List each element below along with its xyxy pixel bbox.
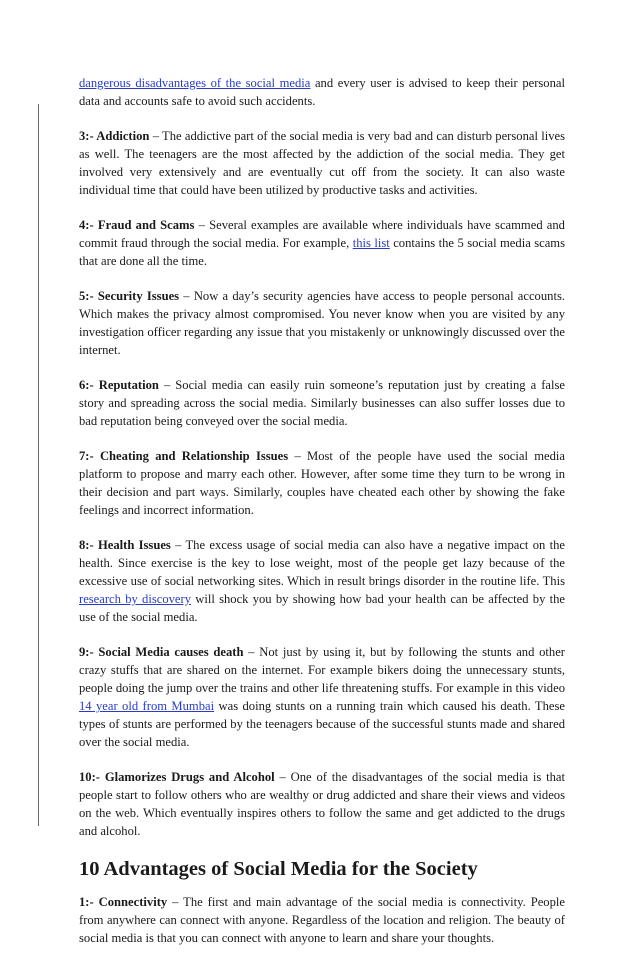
intro-paragraph: [79, 74, 565, 110]
item-lead: 9:- Social Media causes death: [79, 645, 244, 659]
intro-text: and every user is advised to keep their personal data and accounts safe to avoid such accidents.: [79, 76, 565, 108]
item-connectivity: [79, 893, 565, 947]
research-by-discovery-link[interactable]: research by discovery: [79, 592, 191, 606]
item-lead: 8:- Health Issues: [79, 538, 171, 552]
item-text: contains the 5 social media scams that are done all the time.: [79, 236, 565, 268]
item-text: Now a day’s security agencies have access to people personal accounts. Which makes the privacy almost compromised. You never know when you are visited by any investigation officer regarding any issue that you mistakenly or unknowingly discussed over the internet.: [79, 289, 565, 357]
margin-change-bar: [38, 104, 39, 826]
mumbai-video-link[interactable]: 14 year old from Mumbai: [79, 699, 215, 713]
item-text: Several examples are available where individuals have scammed and commit fraud through the social media. For example,: [79, 218, 565, 250]
item-cheating-relationship: [79, 447, 565, 519]
item-text: will shock you by showing how bad your health can be affected by the use of the social media.: [79, 592, 565, 624]
item-separator: –: [194, 218, 210, 232]
section-heading: 10 Advantages of Social Media for the Society: [79, 858, 478, 880]
item-separator: –: [274, 770, 291, 784]
item-separator: –: [149, 129, 163, 143]
item-security-issues: [79, 287, 565, 359]
item-separator: –: [243, 645, 260, 659]
item-text: The addictive part of the social media is very bad and can disturb personal lives as well. The teenagers are the most affected by the addiction of the social media. They get involved very extensively and are eventually cut off from the society. It can also waste individual time that could have been utilized by productive tasks and activities.: [79, 129, 565, 197]
item-separator: –: [167, 895, 184, 909]
item-text: The first and main advantage of the social media is connectivity. People from anywhere can connect with anyone. Regardless of the location and religion. The beauty of social media is that you can connect with anyone to learn and share your thoughts.: [79, 895, 565, 945]
item-text: Social media can easily ruin someone’s reputation just by creating a false story and spreading across the social media. Similarly businesses can also suffer losses due to bad reputation being conveyed over the social media.: [79, 378, 566, 428]
item-lead: 1:- Connectivity: [79, 895, 168, 909]
item-fraud-scams: [79, 216, 565, 270]
disadvantages-link[interactable]: dangerous disadvantages of the social media: [79, 76, 311, 90]
item-lead: 5:- Security Issues: [79, 289, 180, 303]
item-drugs-alcohol: [79, 768, 565, 840]
item-text: was doing stunts on a running train which caused his death. These types of stunts are performed by the teenagers because of the successful stunts made and shared over the social media.: [79, 699, 565, 749]
item-separator: –: [288, 449, 308, 463]
item-reputation: [79, 376, 565, 430]
item-health-issues: [79, 536, 565, 626]
item-addiction: [79, 127, 565, 199]
item-text: One of the disadvantages of the social media is that people start to follow others who are wealthy or drug addicted and share their views and videos on the web. Which eventually inspires others to follow the same and get addicted to the drugs and alcohol.: [79, 770, 566, 838]
item-lead: 10:- Glamorizes Drugs and Alcohol: [79, 770, 275, 784]
item-lead: 7:- Cheating and Relationship Issues: [79, 449, 289, 463]
this-list-link[interactable]: this list: [352, 236, 390, 250]
item-causes-death: [79, 643, 565, 751]
item-text: Not just by using it, but by following the stunts and other crazy stuffs that are shared on the internet. For example bikers doing the unnecessary stunts, people doing the jump over the trains and other life threatening stuffs. For example in this video: [79, 645, 566, 695]
item-lead: 6:- Reputation: [79, 378, 159, 392]
item-separator: –: [170, 538, 186, 552]
item-text: The excess usage of social media can also have a negative impact on the health. Since exercise is the key to lose weight, most of the people get lazy because of the excessive use of social networking sites. Which in result brings disorder in the routine life. This: [79, 538, 565, 588]
item-separator: –: [158, 378, 176, 392]
item-separator: –: [179, 289, 194, 303]
item-lead: 4:- Fraud and Scams: [79, 218, 195, 232]
item-lead: 3:- Addiction: [79, 129, 150, 143]
item-text: Most of the people have used the social media platform to propose and marry each other. However, after some time they turn to be wrong in their decision and part ways. Similarly, couples have cheated each other by showing the fake feelings and incorrect information.: [79, 449, 565, 517]
article-body: [79, 74, 565, 964]
